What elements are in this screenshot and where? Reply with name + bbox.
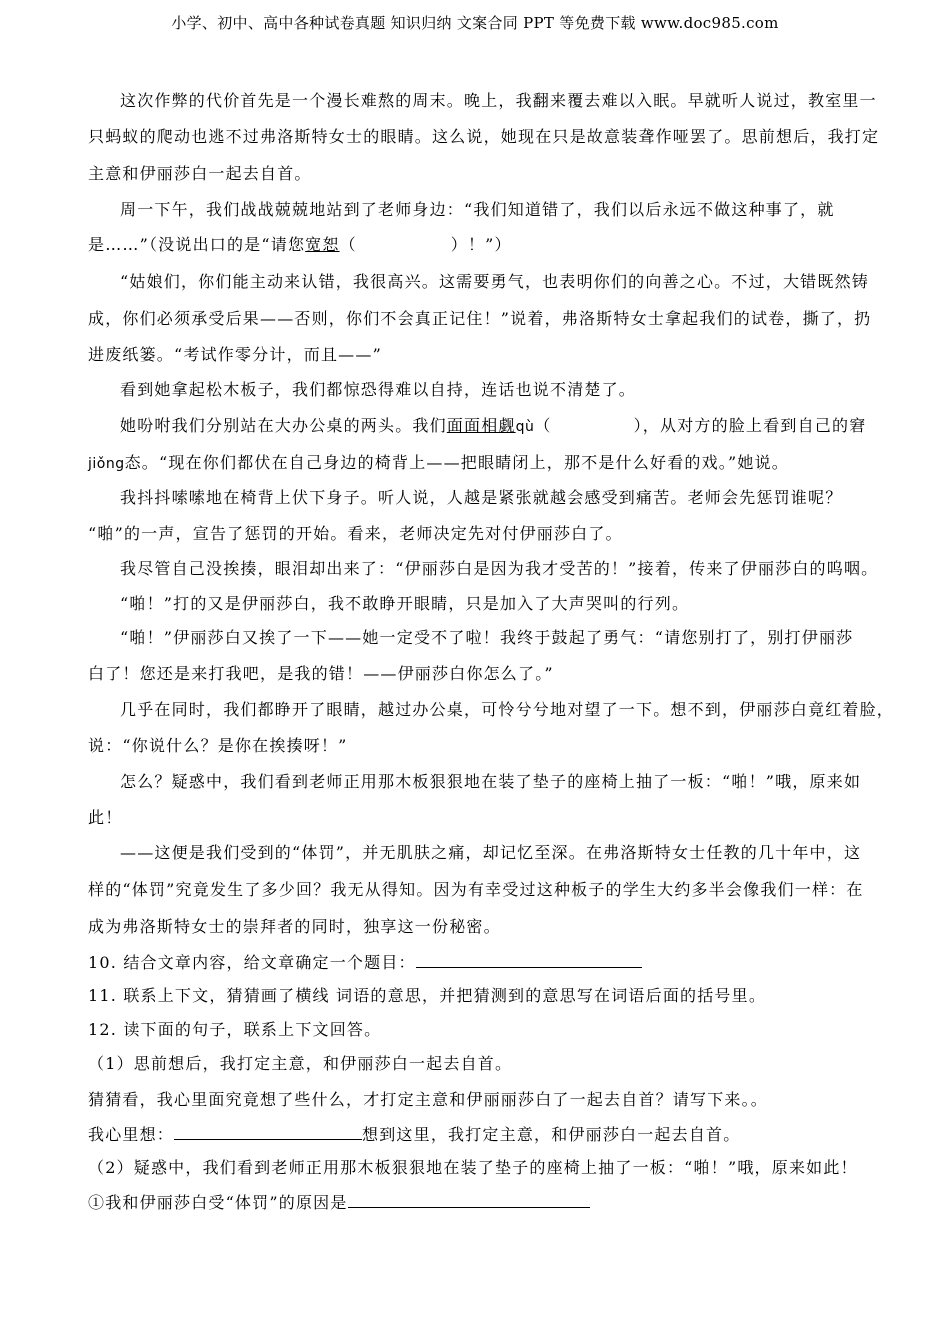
underlined-word: 面面相觑 <box>446 416 516 435</box>
bracket-open: （ <box>339 235 357 254</box>
question-10 <box>88 953 868 973</box>
passage-line: 怎么？疑惑中，我们看到老师正用那木板狠狠地在装了垫子的座椅上抽了一板：“啪！”哦，原来如 <box>120 772 862 791</box>
passage-text: 她吩咐我们分别站在大办公桌的两头。我们 <box>120 416 447 435</box>
passage-line: 主意和伊丽莎白一起去自首。 <box>88 164 312 183</box>
page-header: 小学、初中、高中各种试卷真题 知识归纳 文案合同 PPT 等免费下载 www.doc985.com <box>171 14 779 32</box>
question-12: 12. 读下面的句子，联系上下文回答。 <box>88 1020 382 1039</box>
passage-line: 我尽管自己没挨揍，眼泪却出来了：“伊丽莎白是因为我才受苦的！”接着，传来了伊丽莎白的呜咽。 <box>120 559 879 578</box>
passage-line: 说：“你说什么？是你在挨揍呀！” <box>88 736 348 755</box>
question-12-2: （2）疑惑中，我们看到老师正用那木板狠狠地在装了垫子的座椅上抽了一板：“啪！”哦，原来如此！ <box>88 1158 858 1177</box>
passage-line: “姑娘们，你们能主动来认错，我很高兴。这需要勇气，也表明你们的向善之心。不过，大错既然铸 <box>120 272 869 291</box>
passage-line: 白了！您还是来打我吧，是我的错！——伊丽莎白你怎么了。” <box>88 664 554 683</box>
question-12-2-1 <box>88 1193 868 1213</box>
passage-line: 成，你们必须承受后果——否则，你们不会真正记住！”说着，弗洛斯特女士拿起我们的试卷，撕了，扔 <box>88 309 872 328</box>
question-text: ①我和伊丽莎白受“体罚”的原因是 <box>88 1193 348 1212</box>
answer-blank[interactable] <box>416 953 642 968</box>
passage-line: 只蚂蚁的爬动也逃不过弗洛斯特女士的眼睛。这么说，她现在只是故意装聋作哑罢了。思前想后，我打定 <box>88 127 880 146</box>
answer-blank[interactable] <box>174 1125 362 1140</box>
question-11: 11. 联系上下文，猜猜画了横线 词语的意思，并把猜测到的意思写在词语后面的括号里。 <box>88 986 767 1005</box>
pinyin: qù <box>515 419 535 435</box>
passage-line: 几乎在同时，我们都睁开了眼睛，越过办公桌，可怜兮兮地对望了一下。想不到，伊丽莎白竟红着脸， <box>120 700 895 719</box>
passage-line: 此！ <box>88 808 123 827</box>
question-text: 我心里想： <box>88 1125 175 1144</box>
question-12-1-answer <box>88 1125 868 1145</box>
pinyin: jiǒng <box>88 456 125 472</box>
passage-text: ），从对方的脸上看到自己的窘 <box>633 416 867 435</box>
passage-text: ）！”） <box>450 235 512 254</box>
passage-line: 看到她拿起松木板子，我们都惊恐得难以自持，连话也说不清楚了。 <box>120 380 637 399</box>
bracket-open: （ <box>534 416 552 435</box>
passage-text: 态。“现在你们都伏在自己身边的椅背上——把眼睛闭上，那不是什么好看的戏。”她说。 <box>124 453 789 472</box>
passage-line: 我抖抖嗦嗦地在椅背上伏下身子。听人说，人越是紧张就越会感受到痛苦。老师会先惩罚谁呢？ <box>120 488 843 507</box>
passage-line: “啪”的一声，宣告了惩罚的开始。看来，老师决定先对付伊丽莎白了。 <box>88 524 623 543</box>
passage-text: 是……”（没说出口的是“请您 <box>88 235 306 254</box>
question-text: 想到这里，我打定主意，和伊丽莎白一起去自首。 <box>362 1125 741 1144</box>
passage-line: 进废纸篓。“考试作零分计，而且——” <box>88 345 382 364</box>
passage-line: 成为弗洛斯特女士的崇拜者的同时，独享这一份秘密。 <box>88 917 501 936</box>
passage-line <box>88 235 868 255</box>
question-12-1-prompt: 猜猜看，我心里面究竟想了些什么，才打定主意和伊丽丽莎白了一起去自首？请写下来。。 <box>88 1090 769 1109</box>
passage-line <box>88 453 868 474</box>
passage-line: 这次作弊的代价首先是一个漫长难熬的周末。晚上，我翻来覆去难以入眠。早就听人说过，教室里一 <box>120 91 877 110</box>
passage-line: ——这便是我们受到的“体罚”，并无肌肤之痛，却记忆至深。在弗洛斯特女士任教的几十年中，这 <box>120 843 862 862</box>
question-text: 10. 结合文章内容，给文章确定一个题目： <box>88 953 416 972</box>
passage-line: “啪！”伊丽莎白又挨了一下——她一定受不了啦！我终于鼓起了勇气：“请您别打了，别打伊丽莎 <box>120 628 854 647</box>
passage-line: “啪！”打的又是伊丽莎白，我不敢睁开眼睛，只是加入了大声哭叫的行列。 <box>120 594 690 613</box>
passage-line: 周一下午，我们战战兢兢地站到了老师身边：“我们知道错了，我们以后永远不做这种事了，就 <box>120 200 835 219</box>
passage-line <box>120 416 900 437</box>
passage-line: 样的“体罚”究竟发生了多少回？我无从得知。因为有幸受过这种板子的学生大约多半会像我们一样：在 <box>88 880 864 899</box>
answer-blank[interactable] <box>348 1193 590 1208</box>
question-12-1: （1）思前想后，我打定主意，和伊丽莎白一起去自首。 <box>88 1054 513 1073</box>
underlined-word: 宽恕 <box>305 235 340 254</box>
